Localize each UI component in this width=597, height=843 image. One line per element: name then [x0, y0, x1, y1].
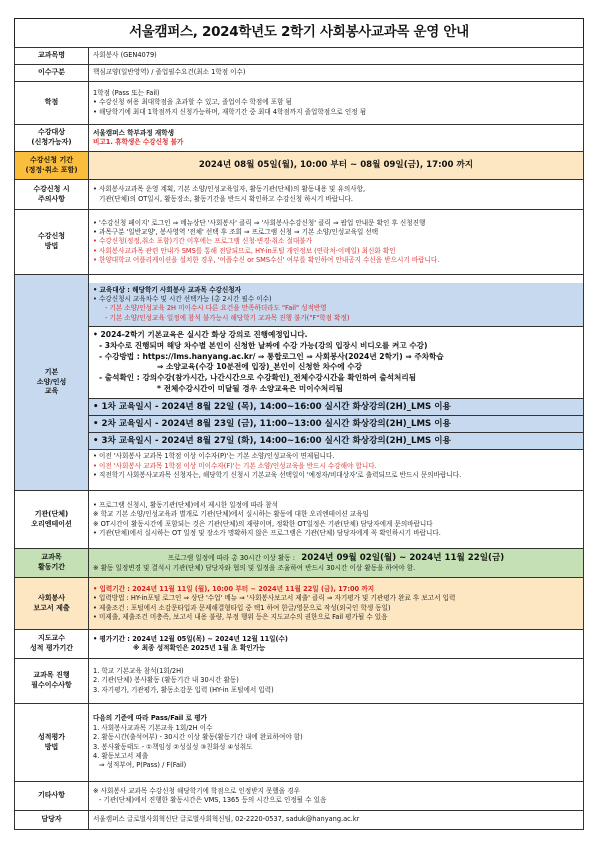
method-line: • 사회봉사교과목 관련 안내가 SMS를 통해 전달되므로, HY-in포털 개인정보 (연락처·이메일) 최신화 확인	[93, 246, 396, 255]
basic-label-line: 교육	[44, 387, 59, 396]
credits-line: • 수강신청 허용 최대학점을 초과할 수 있고, 졸업이수 학점에 포함 됨	[93, 98, 292, 107]
row-activity	[15, 549, 584, 578]
credits-value	[89, 82, 584, 125]
basic-line: • 직전학기 사회봉사교과목 신청자는, 해당학기 신청시 기본교육 선택일이 '예정자/비대상자'로 출력되므로 반드시 문의바랍니다.	[93, 471, 462, 480]
target-label	[15, 125, 89, 152]
professor-label	[15, 630, 89, 659]
row-professor	[15, 630, 584, 659]
required-label	[15, 659, 89, 704]
method-line: • 한양대학교 어플리케이션을 설치한 경우, '어플수신 or SMS수신' 여부를 확인하여 안내공지 수신을 받으시기 바랍니다.	[93, 256, 440, 265]
credits-line: • 해당학기에 최대 1학점까지 신청가능하며, 재학기간 중 최대 4학점까지 졸업학점으로 인정 됨	[93, 107, 367, 116]
basic-value	[89, 275, 584, 491]
other-label: 기타사항	[15, 782, 89, 811]
required-value	[89, 659, 584, 704]
basic-line: • 2024-2학기 기본교육은 실시간 화상 강의로 진행예정입니다.	[93, 330, 308, 340]
grading-line: 1. 사회봉사교과목 기본교육 1회/2H 이수	[93, 723, 213, 732]
other-value	[89, 782, 584, 811]
session-line: • 3차 교육일시 - 2024년 8월 27일 (화), 14:00~16:00 실시간 화상강의(2H)_LMS 이용	[89, 433, 583, 450]
notice-page	[14, 18, 584, 830]
category-label: 이수구분	[15, 65, 89, 82]
grading-line: 4. 활동보고서 제출	[93, 751, 149, 760]
basic-block2	[89, 327, 583, 399]
method-label	[15, 210, 89, 275]
basic-line: • 수강신청시 교육차수 및 시간 선택가능 (총 2시간 필수 이수)	[93, 294, 272, 303]
grading-line: 다음의 기준에 따라 Pass/Fail 로 평가	[93, 714, 207, 723]
method-line: • 수강신청(정정,취소 포함)기간 이후에는 프로그램 신청·변경·취소 절대불가	[93, 237, 312, 246]
professor-line: ※ 최종 성적확인은 2025년 1월 초 확인가능	[133, 644, 266, 652]
basic-session-1	[89, 398, 583, 415]
row-course-name	[15, 48, 584, 65]
notice-label	[15, 180, 89, 210]
report-value	[89, 578, 584, 630]
activity-label-line: 교과목	[41, 553, 62, 562]
method-label-line: 방법	[44, 242, 59, 250]
notice-label-line: 주의사항	[37, 194, 66, 203]
basic-session-2	[89, 415, 583, 432]
row-credits	[15, 82, 584, 125]
session-line: • 2차 교육일시 - 2024년 8월 23일 (금), 11:00~13:00 실시간 화상강의(2H)_LMS 이용	[89, 415, 583, 432]
info-table	[14, 47, 584, 830]
grading-label-line: 방법	[44, 742, 59, 751]
method-line: • '수강신청 페이지' 로그인 ⇒ 메뉴상단 '사회봉사' 클릭 ⇒ '사회봉사수강신청' 클릭 ⇒ 팝업 안내문 확인 후 신청진행	[93, 218, 426, 227]
grading-line: 3. 봉사활동태도 - ①책임성 ②성실성 ③친화성 ④성취도	[93, 742, 253, 751]
period-label	[15, 152, 89, 180]
course-name-value: 사회봉사 (GEN4079)	[89, 48, 584, 65]
basic-line: • 이전 '사회봉사 교과목 1학점 이상 이수자(P)'는 기본 소양/인성교육이 면제됩니다.	[93, 452, 335, 461]
report-label	[15, 578, 89, 630]
professor-label-line: 지도교수	[37, 634, 66, 643]
orientation-value	[89, 491, 584, 549]
credits-line: 1학점 (Pass 또는 Fail)	[93, 88, 160, 97]
orientation-label-line: 기관(단체)	[34, 509, 69, 518]
grading-label-line: 성적평가	[37, 732, 66, 741]
period-value: 2024년 08월 05일(월), 10:00 부터 ~ 08월 09일(금), 17:00 까지	[89, 152, 584, 180]
required-label-line: 교과목 진행	[33, 671, 70, 680]
target-note: 비고1. 휴학생은 수강신청 불가	[93, 138, 184, 146]
basic-line: - 3차수로 진행되며 해당 차수별 본인이 신청한 날짜에 수강 가능(강의 입장시 비디오를 켜고 수강)	[99, 340, 428, 350]
basic-line: - 수강방법 : https://lms.hanyang.ac.kr/ ⇒ 통합로그인 ⇒ 사회봉사(2024년 2학기) ⇒ 주차학습	[99, 351, 444, 361]
row-target	[15, 125, 584, 152]
activity-label	[15, 549, 89, 578]
row-category	[15, 65, 584, 82]
row-other	[15, 782, 584, 811]
row-period	[15, 152, 584, 180]
basic-inner-table	[89, 283, 583, 483]
basic-line: - 기본 소양/인성교육 일정에 참석 불가능시 해당학기 교과목 진행 불가("F"학점 확정)	[105, 313, 350, 322]
required-line: 3. 자기평가, 기관평가, 활동소감문 입력 (HY-in 포털에서 입력)	[93, 685, 274, 694]
professor-line: • 평가기간 : 2024년 12월 05일(목) ~ 2024년 12월 11일(수)	[93, 634, 288, 643]
credits-label: 학점	[15, 82, 89, 125]
professor-value	[89, 630, 584, 659]
grading-line: ⇒ 성적부여, P(Pass) / F(Fail)	[99, 761, 187, 770]
row-notice	[15, 180, 584, 210]
basic-block3	[89, 450, 583, 483]
contact-label: 담당자	[15, 811, 89, 830]
row-grading	[15, 704, 584, 782]
contact-value: 서울캠퍼스 글로벌사회혁신단 글로벌사회혁신팀, 02-2220-0537, saduk@hanyang.ac.kr	[89, 811, 584, 830]
professor-label-line: 성적 평가기간	[29, 644, 73, 652]
required-label-line: 필수이수사항	[31, 681, 72, 689]
basic-line: - 출석확인 : 강의수강(참가시간, 나간시간으로 수강확인)_전체수강시간을 확인하여 출석처리됨	[99, 373, 417, 383]
basic-line: ⇒ 소양교육(수강 10분전에 입장)_본인이 신청한 차수에 수강	[157, 362, 362, 372]
notice-line: 기관(단체)의 OT일시, 활동장소, 활동기간을 반드시 확인하고 수강신청 하시기 바랍니다.	[99, 194, 353, 203]
basic-line: • 교육대상 : 해당학기 사회봉사 교과목 수강신청자	[93, 285, 242, 294]
target-value	[89, 125, 584, 152]
basic-label-line: 소양/인성	[36, 377, 67, 386]
basic-label	[15, 275, 89, 491]
report-label-line: 보고서 제출	[33, 603, 70, 612]
row-basic-education	[15, 275, 584, 491]
target-line: 서울캠퍼스 학부과정 재학생	[93, 128, 175, 137]
orientation-line: ※ OT시간이 활동시간에 포함되는 것은 기관(단체)의 재량이며, 정확한 OT일정은 기관(단체) 담당자에게 문의바랍니다	[93, 519, 433, 528]
notice-label-line: 수강신청 시	[33, 184, 70, 193]
basic-line: * 전체수강시간이 미달될 경우 소양교육은 미이수처리됨	[157, 383, 343, 393]
grading-value	[89, 704, 584, 782]
orientation-label-line: 오리엔테이션	[31, 519, 72, 528]
method-value	[89, 210, 584, 275]
activity-line: 프로그램 일정에 따라 총 30시간 이상 활동 :	[167, 554, 295, 563]
activity-label-line: 활동기간	[37, 563, 66, 571]
other-line: ※ 사회봉사 교과목 수강신청 해당학기에 학점으로 인정받지 못했을 경우	[93, 786, 301, 795]
target-label-line: (신청가능자)	[31, 138, 72, 146]
basic-label-line: 기본	[44, 367, 59, 376]
orientation-line: ※ 학교 기본 소양/인성교육과 별개로 기관(단체)에서 실시하는 활동에 대한 오리엔테이션 교육임	[93, 510, 369, 519]
grading-line: 2. 활동시간(출석여부) - 30시간 이상 활동(활동기간 내에 완료하여야 함)	[93, 733, 303, 742]
report-line: • 입력방법 : HY-in포털 로그인 ⇒ 상단 '수업' 메뉴 ⇒ '사회봉사보고서 제출' 클릭 ⇒ 자기평가 및 기관평가 완료 후 보고서 입력	[93, 594, 456, 603]
basic-line: • 이전 '사회봉사 교과목 1학점 이상 미이수자(F)'는 기본 소양/인성교육을 반드시 수강해야 합니다.	[93, 461, 377, 470]
required-line: 2. 기관(단체) 봉사활동 (활동기간 내 30시간 활동)	[93, 676, 239, 685]
report-label-line: 사회봉사	[37, 593, 66, 602]
category-value: 핵심교양(일반영역) / 졸업필수요건(최소 1학점 이수)	[89, 65, 584, 82]
required-line: 1. 학교 기본교육 참석(1회/2H)	[93, 666, 184, 675]
orientation-line: • 기관(단체)에서 실시하는 OT 일정 및 장소가 명확하지 않은 프로그램은 기관(단체) 담당자에게 꼭 확인하시기 바랍니다.	[93, 528, 441, 537]
activity-note: ※ 활동 일정변경 및 결석시 기관(단체) 담당자와 협의 및 일정을 조율하여 반드시 30시간 이상 활동을 하여야 함.	[93, 564, 416, 573]
course-name-label: 교과목명	[15, 48, 89, 65]
target-label-line: 수강대상	[37, 128, 66, 137]
grading-label	[15, 704, 89, 782]
report-line: • 제출조건 : 포털에서 소감문타입과 문제해결형타입 중 택1 하여 한글/영문으로 작성(외국인 학생 동일)	[93, 603, 391, 612]
row-report	[15, 578, 584, 630]
row-contact	[15, 811, 584, 830]
notice-value	[89, 180, 584, 210]
period-label-line: (정정·취소 포함)	[25, 165, 78, 174]
row-orientation	[15, 491, 584, 549]
period-label-line: 수강신청 기간	[29, 155, 73, 164]
basic-session-3	[89, 433, 583, 450]
method-label-line: 수강신청	[37, 232, 66, 241]
notice-line: • 사회봉사교과목 운영 계획, 기본 소양/인성교육일자, 활동기관(단체)의 활동내용 및 유의사항,	[93, 185, 366, 194]
orientation-line: • 프로그램 신청시, 활동기관(단체)에서 제시한 일정에 따라 참석	[93, 500, 279, 509]
orientation-label	[15, 491, 89, 549]
method-line: • 과목구분 '일반교양', 봉사영역 '전체' 선택 후 조회 ⇒ 프로그램 신청 ⇒ 기본 소양/인성교육일 선택	[93, 227, 379, 236]
row-method	[15, 210, 584, 275]
report-line: • 입력기간 : 2024년 11월 11일 (월), 10:00 부터 ~ 2024년 11월 22일 (금), 17:00 까지	[93, 584, 375, 593]
session-line: • 1차 교육일시 - 2024년 8월 22일 (목), 14:00~16:00 실시간 화상강의(2H)_LMS 이용	[89, 398, 583, 415]
activity-value	[89, 549, 584, 578]
other-line: - 기관(단체)에서 진행한 활동시간은 VMS, 1365 등의 시간으로 인정될 수 있음	[99, 796, 327, 804]
activity-dates: 2024년 09월 02일(월) ~ 2024년 11월 22일(금)	[301, 553, 505, 564]
report-line: • 미제출, 제출조건 미충족, 보고서 내용 불량, 부정 행위 등은 지도교수의 권한으로 Fail 평가될 수 있음	[93, 612, 388, 621]
basic-line: - 기본 소양/인성교육 2H 미이수시 다른 요건을 만족하더라도 "Fail" 성적반영	[105, 304, 327, 313]
row-required	[15, 659, 584, 704]
page-title: 서울캠퍼스, 2024학년도 2학기 사회봉사교과목 운영 안내	[14, 18, 584, 47]
basic-block1	[89, 283, 583, 327]
